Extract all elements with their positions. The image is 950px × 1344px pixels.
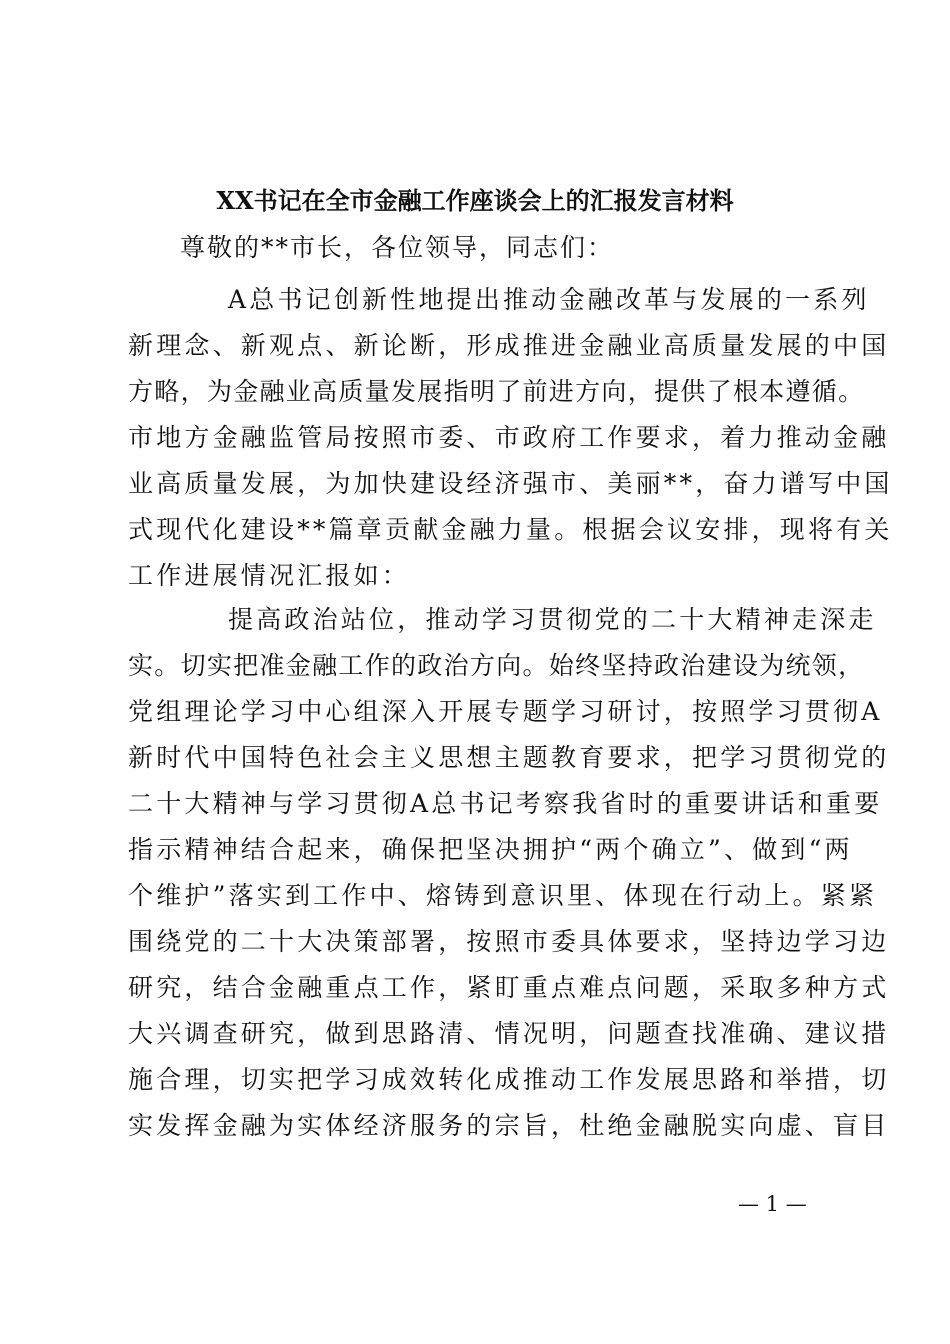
paragraph-line: 研究，结合金融重点工作，紧盯重点难点问题，采取多种方式 [128, 973, 890, 1002]
paragraph-line: 个维护”落实到工作中、熔铸到意识里、体现在行动上。紧紧 [128, 881, 878, 910]
page-number: — 1 — [738, 1192, 807, 1216]
paragraph-line: 指示精神结合起来，确保把坚决拥护“两个确立”、做到“两 [128, 835, 853, 864]
paragraph-line: A总书记创新性地提出推动金融改革与发展的一系列 [228, 285, 870, 314]
paragraph-line: 业高质量发展，为加快建设经济强市、美丽**，奋力谱写中国 [128, 469, 893, 498]
paragraph-line: 实发挥金融为实体经济服务的宗旨，杜绝金融脱实向虚、盲目 [128, 1111, 890, 1140]
paragraph-line: 方略，为金融业高质量发展指明了前进方向，提供了根本遵循。 [128, 377, 865, 406]
paragraph-line: 围绕党的二十大决策部署，按照市委具体要求，坚持边学习边 [128, 927, 890, 956]
paragraph-1 [128, 277, 893, 599]
paragraph-line: 施合理，切实把学习成效转化成推动工作发展思路和举措，切 [128, 1065, 890, 1094]
paragraph-line: 实。切实把准金融工作的政治方向。始终坚持政治建设为统领， [128, 651, 865, 680]
paragraph-line: 党组理论学习中心组深入开展专题学习研讨，按照学习贯彻A [128, 697, 883, 726]
paragraph-line: 式现代化建设**篇章贡献金融力量。根据会议安排，现将有关 [128, 515, 893, 544]
paragraph-line: 新理念、新观点、新论断，形成推进金融业高质量发展的中国 [128, 331, 890, 360]
paragraph-line: 二十大精神与学习贯彻A总书记考察我省时的重要讲话和重要 [128, 789, 883, 818]
document-title: XX书记在全市金融工作座谈会上的汇报发言材料 [216, 186, 734, 215]
paragraph-line: 新时代中国特色社会主义思想主题教育要求，把学习贯彻党的 [128, 743, 890, 772]
paragraph-line: 大兴调查研究，做到思路清、情况明，问题查找准确、建议措 [128, 1019, 890, 1048]
salutation: 尊敬的**市长，各位领导，同志们： [180, 233, 615, 262]
paragraph-2 [128, 597, 890, 1149]
paragraph-line: 提高政治站位，推动学习贯彻党的二十大精神走深走 [228, 605, 877, 634]
paragraph-line: 市地方金融监管局按照市委、市政府工作要求，着力推动金融 [128, 423, 890, 452]
paragraph-line: 工作进展情况汇报如： [128, 561, 411, 590]
